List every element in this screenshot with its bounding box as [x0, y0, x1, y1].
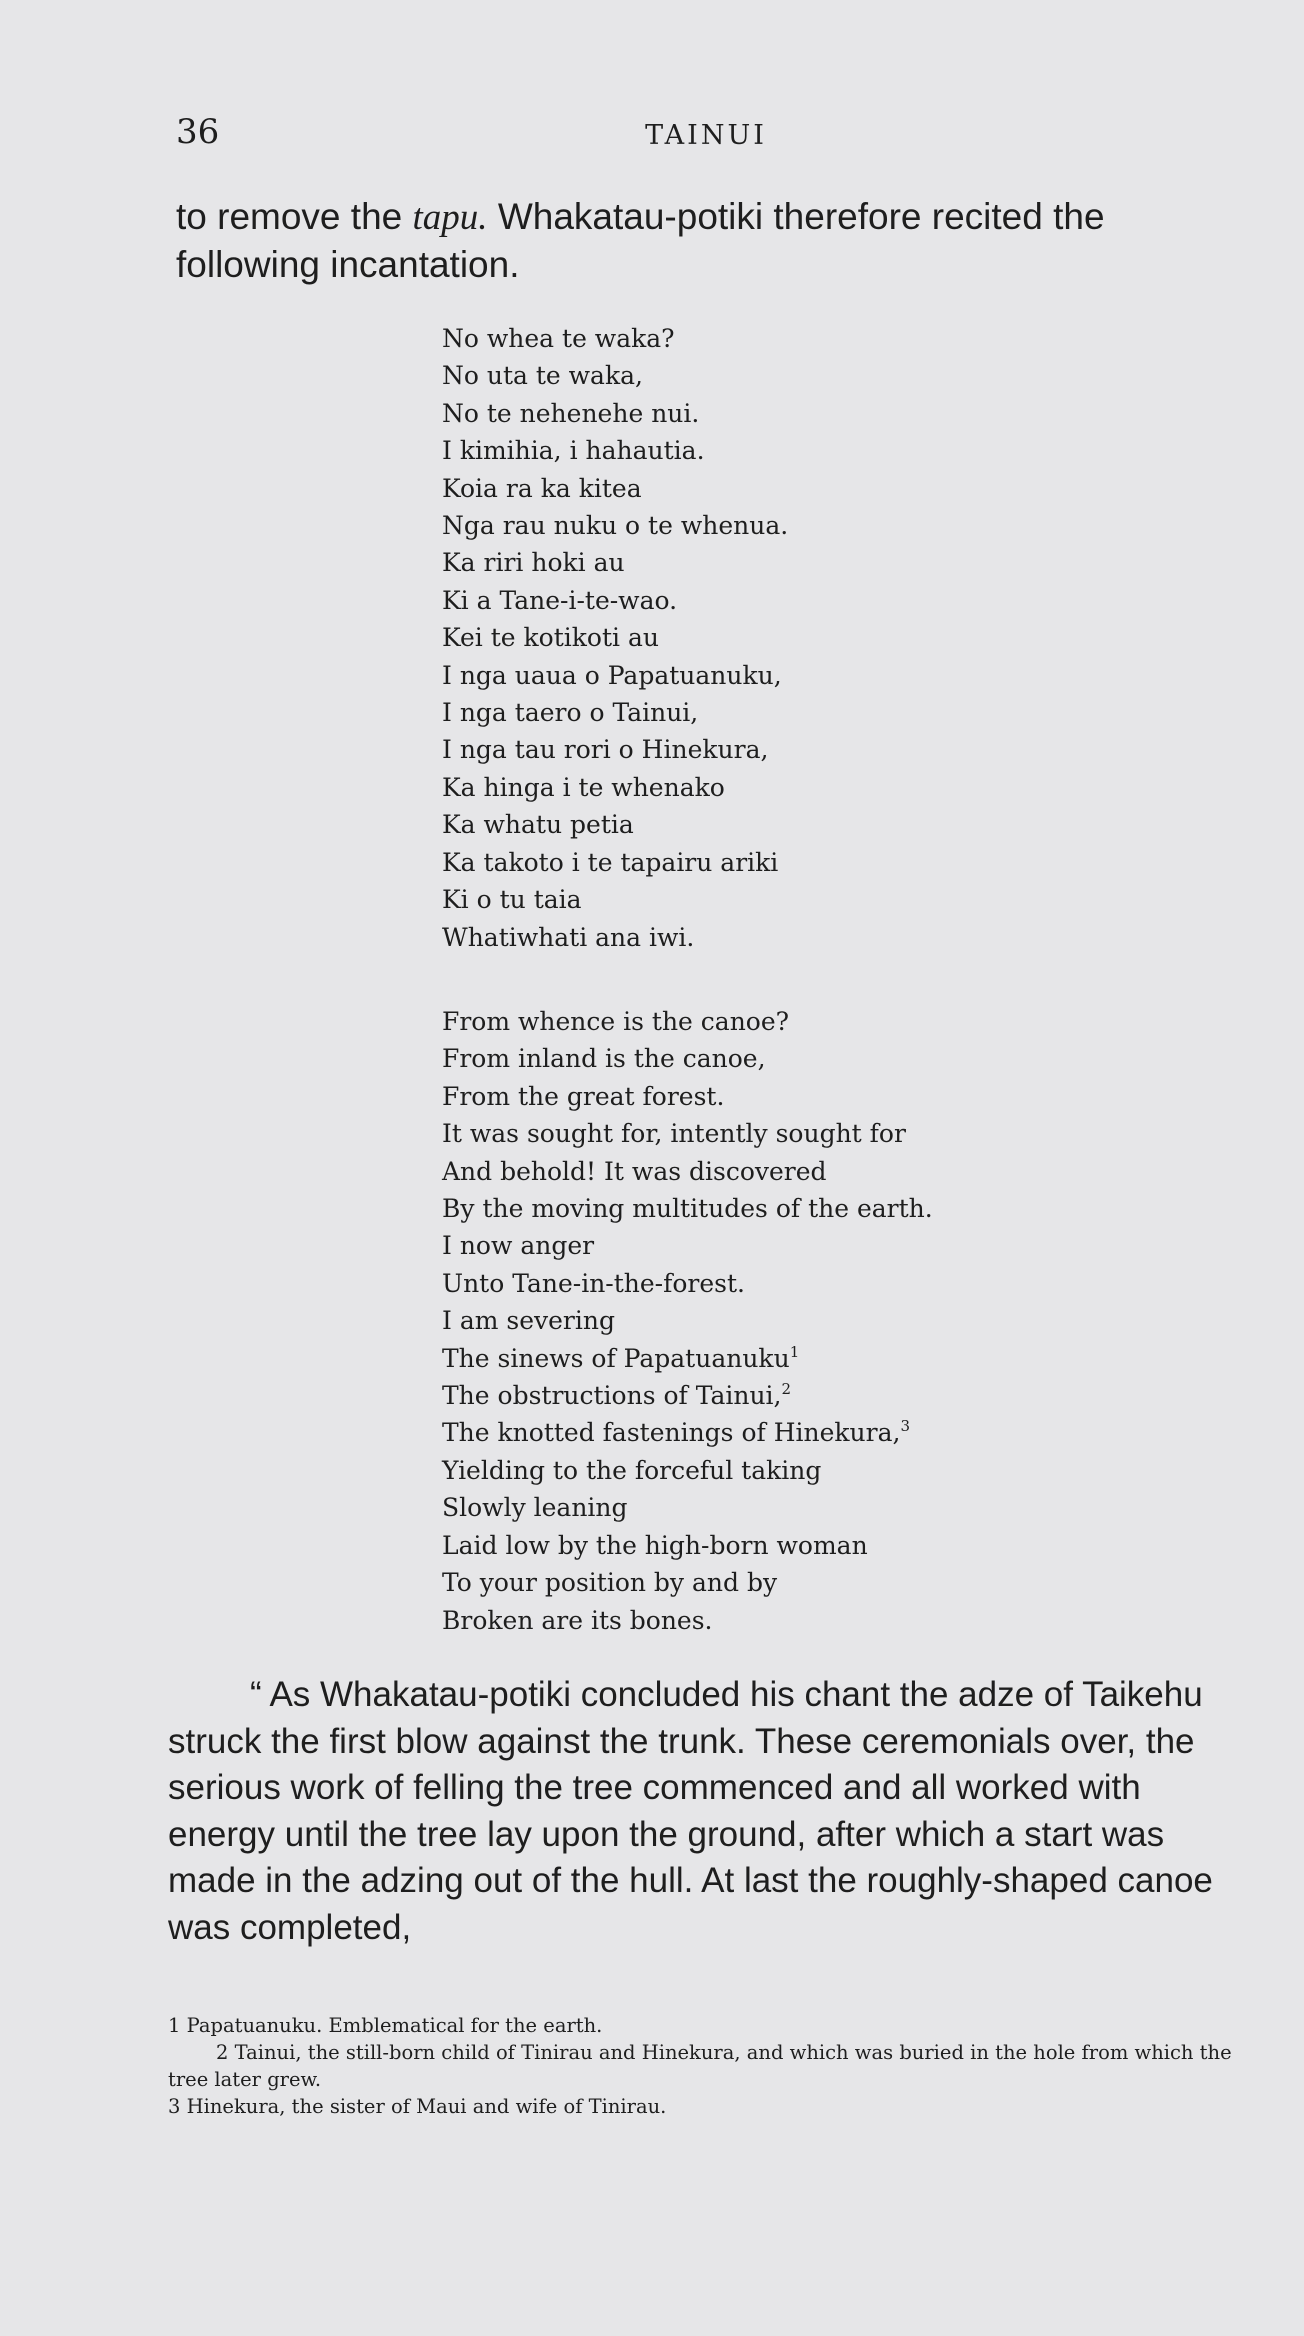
translation-line: Laid low by the high-born woman — [442, 1530, 868, 1560]
footnotes — [168, 2012, 1240, 2120]
lead-text-start: to remove the — [176, 196, 413, 237]
lead-text-end: Whakatau-potiki therefore recited the following incantation. — [176, 196, 1105, 285]
chant-english — [442, 1003, 933, 1639]
chant-line: I nga uaua o Papatuanuku, — [442, 660, 782, 690]
footnote-text: Papatuanuku. Emblematical for the earth. — [186, 2014, 603, 2037]
page-number: 36 — [176, 112, 220, 152]
chant-maori — [442, 320, 788, 956]
running-title: TAINUI — [645, 120, 767, 151]
translation-line — [442, 1377, 933, 1414]
translation-line: To your position by and by — [442, 1568, 778, 1598]
footnote-ref-1: 1 — [789, 1342, 800, 1361]
page-header — [176, 112, 1236, 162]
chant-line: Ka hinga i te whenako — [442, 772, 725, 802]
chant-line: No whea te waka? — [442, 324, 675, 353]
translation-line: Unto Tane-in-the-forest. — [442, 1268, 746, 1298]
footnote-text: Hinekura, the sister of Maui and wife of Tinirau. — [186, 2095, 667, 2118]
chant-line: Whatiwhati ana iwi. — [442, 922, 695, 952]
translation-line: I now anger — [442, 1231, 595, 1261]
translation-line — [442, 1340, 933, 1377]
translation-line: By the moving multitudes of the earth. — [442, 1194, 933, 1224]
footnote-ref-2: 2 — [781, 1380, 792, 1399]
lead-text — [176, 193, 1236, 288]
chant-line: Koia ra ka kitea — [442, 473, 642, 503]
footnote-number: 1 — [168, 2014, 181, 2037]
chant-line: Ki o tu taia — [442, 885, 582, 915]
footnote-3 — [168, 2093, 1240, 2120]
chant-line: No uta te waka, — [442, 361, 643, 391]
translation-line-text: The obstructions of Tainui, — [442, 1381, 782, 1411]
translation-line: I am severing — [442, 1306, 615, 1336]
translation-line-text: The sinews of Papatuanuku — [442, 1343, 790, 1373]
chant-line: I nga tau rori o Hinekura, — [442, 735, 769, 765]
translation-line: It was sought for, intently sought for — [442, 1119, 906, 1149]
footnote-2 — [168, 2039, 1240, 2093]
footnote-text: Tainui, the still-born child of Tinirau and Hinekura, and which was buried in the hole from which the tree later grew. — [168, 2041, 1232, 2091]
chant-line: Kei te kotikoti au — [442, 623, 659, 653]
chant-line: Ka whatu petia — [442, 810, 634, 840]
footnote-1 — [168, 2012, 1240, 2039]
footnote-ref-3: 3 — [900, 1417, 911, 1436]
translation-line: From inland is the canoe, — [442, 1044, 766, 1074]
translation-line: Yielding to the forceful taking — [442, 1455, 822, 1485]
translation-line: Slowly leaning — [442, 1493, 628, 1523]
chant-line: No te nehenehe nui. — [442, 398, 700, 428]
translation-line: And behold! It was discovered — [442, 1156, 827, 1186]
translation-line — [442, 1414, 933, 1451]
translation-line: Broken are its bones. — [442, 1605, 713, 1635]
chant-line: I kimihia, i hahautia. — [442, 436, 705, 466]
translation-line-text: The knotted fastenings of Hinekura, — [442, 1418, 901, 1448]
body-paragraph — [168, 1672, 1240, 1952]
chant-line: I nga taero o Tainui, — [442, 698, 699, 728]
lead-text-italic: tapu. — [412, 197, 488, 238]
footnote-number: 3 — [168, 2095, 181, 2118]
chant-line: Ki a Tane-i-te-wao. — [442, 585, 678, 615]
chant-line: Ka riri hoki au — [442, 548, 625, 578]
chant-line: Ka takoto i te tapairu ariki — [442, 847, 779, 877]
footnote-number: 2 — [216, 2041, 229, 2064]
translation-line: From whence is the canoe? — [442, 1007, 790, 1036]
translation-line: From the great forest. — [442, 1081, 725, 1111]
chant-line: Nga rau nuku o te whenua. — [442, 511, 789, 541]
body-paragraph-text: “ As Whakatau-potiki concluded his chant the adze of Taikehu struck the first blow against the trunk. These ceremonials over, the serious work of felling the tree commenced and all worked with energy until the tree lay upon the ground, after which a start was made in the adzing out of the hull. At last the roughly-shaped canoe was completed, — [168, 1675, 1213, 1947]
